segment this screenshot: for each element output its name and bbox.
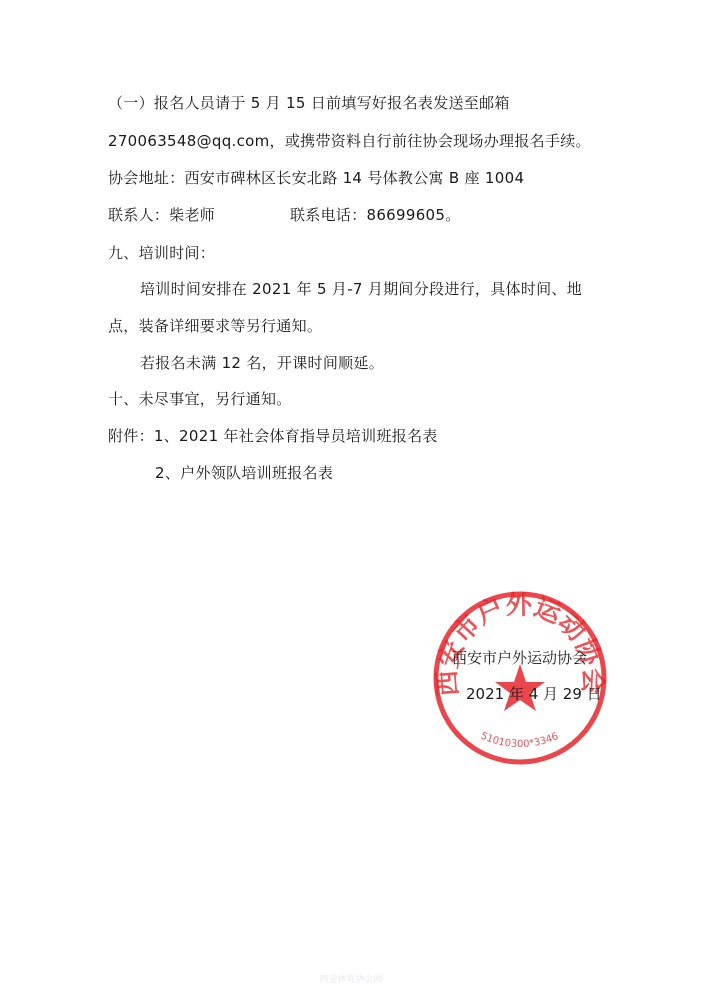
registration-email-line: 270063548@qq.com，或携带资料自行前往协会现场办理报名手续。: [108, 132, 591, 150]
svg-text:51010300*3346: [479, 731, 560, 750]
page-watermark: 西安体育协会网: [319, 975, 383, 985]
minimum-enrollment-line: 若报名未满 12 名，开课时间顺延。: [140, 354, 385, 372]
section-heading-training-time: 九、培训时间：: [108, 244, 216, 262]
signature-organization: 西安市户外运动协会: [452, 649, 588, 667]
contact-person: 联系人：柴老师: [108, 206, 216, 224]
attachment-item-1: 附件：1、2021 年社会体育指导员培训班报名表: [108, 427, 438, 445]
seal-text: 西安市户外运动协会: [432, 590, 608, 698]
signature-date: 2021 年 4 月 29 日: [466, 685, 602, 703]
seal-number: 51010300*3346: [478, 730, 561, 751]
contact-phone: 联系电话：86699605。: [290, 206, 461, 224]
training-schedule-line: 培训时间安排在 2021 年 5 月-7 月期间分段进行，具体时间、地: [140, 280, 583, 298]
section-heading-other-matters: 十、未尽事宜，另行通知。: [108, 390, 292, 408]
association-address-line: 协会地址：西安市碑林区长安北路 14 号体教公寓 B 座 1004: [108, 169, 525, 187]
registration-instructions-line: （一）报名人员请于 5 月 15 日前填写好报名表发送至邮箱: [108, 94, 510, 112]
attachment-item-2: 2、户外领队培训班报名表: [155, 464, 334, 482]
training-schedule-line-continued: 点，装备详细要求等另行通知。: [108, 317, 323, 335]
official-seal-stamp: [430, 588, 610, 768]
